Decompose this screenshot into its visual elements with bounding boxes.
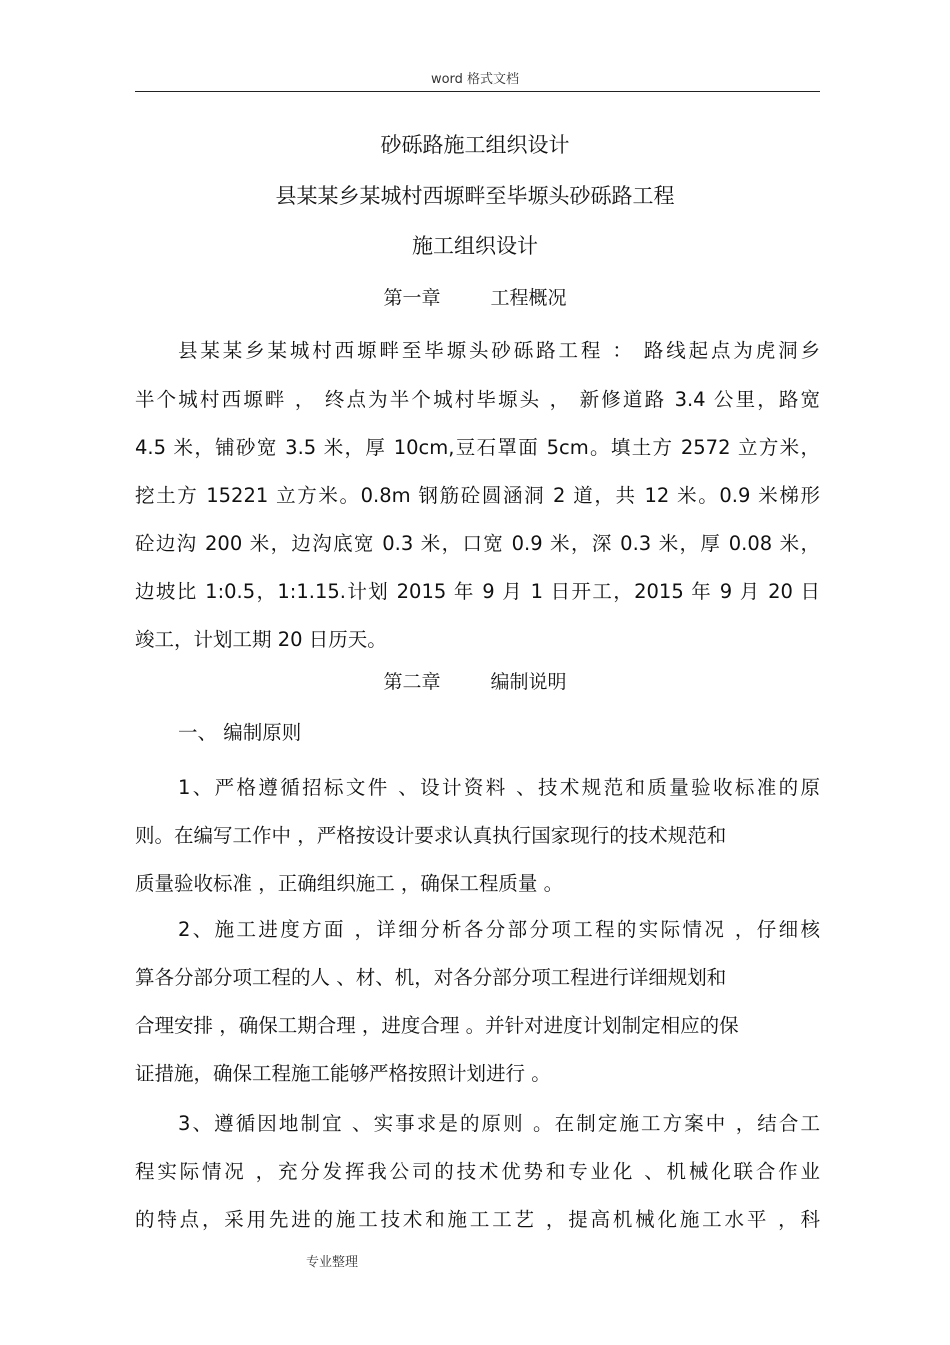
principle-2-line: 合理安排 ，确保工期合理 ，进度合理 。并针对进度计划制定相应的保 <box>135 1014 739 1037</box>
overview-line: 4.5 米，铺砂宽 3.5 米，厚 10cm,豆石罩面 5cm。填土方 2572 立方米， <box>135 436 820 459</box>
header-rule <box>135 91 820 92</box>
chapter-2-heading <box>0 667 950 694</box>
page-header-label: word 格式文档 <box>430 72 520 87</box>
overview-line: 砼边沟 200 米，边沟底宽 0.3 米，口宽 0.9 米，深 0.3 米，厚 0.08 米， <box>135 532 820 555</box>
principle-3-line: 的特点，采用先进的施工技术和施工工艺 ，提高机械化施工水平 ，科 <box>135 1208 820 1231</box>
overview-line: 边坡比 1:0.5，1:1.15.计划 2015 年 9 月 1 日开工，2015 年 9 月 20 日 <box>135 580 820 603</box>
overview-line: 竣工，计划工期 20 日历天。 <box>135 628 387 651</box>
principle-1-line: 则。在编写工作中 ，严格按设计要求认真执行国家现行的技术规范和 <box>135 824 727 847</box>
principle-3-line: 程实际情况 ，充分发挥我公司的技术优势和专业化 、机械化联合作业 <box>135 1160 820 1183</box>
chapter-2-name: 编制说明 <box>490 671 567 693</box>
chapter-1-name: 工程概况 <box>490 287 567 309</box>
principle-3-line: 3、遵循因地制宜 、实事求是的原则 。在制定施工方案中 ，结合工 <box>178 1112 820 1135</box>
principle-2-line: 算各分部分项工程的人 、材、机，对各分部分项工程进行详细规划和 <box>135 966 727 989</box>
chapter-1-heading <box>0 283 950 310</box>
chapter-2-number: 第二章 <box>383 671 441 693</box>
design-subtitle: 施工组织设计 <box>412 234 538 258</box>
document-title: 砂砾路施工组织设计 <box>380 133 570 157</box>
section-1-heading: 一、 编制原则 <box>178 721 302 744</box>
principle-1-line: 1、严格遵循招标文件 、设计资料 、技术规范和质量验收标准的原 <box>178 776 820 799</box>
principle-2-line: 2、施工进度方面 ，详细分析各分部分项工程的实际情况 ，仔细核 <box>178 918 820 941</box>
chapter-1-number: 第一章 <box>383 287 441 309</box>
overview-line: 挖土方 15221 立方米。0.8m 钢筋砼圆涵洞 2 道，共 12 米。0.9 米梯形 <box>135 484 820 507</box>
overview-line: 县某某乡某城村西塬畔至毕塬头砂砾路工程 ： 路线起点为虎洞乡 <box>178 339 820 362</box>
principle-2-line: 证措施，确保工程施工能够严格按照计划进行 。 <box>135 1062 551 1085</box>
project-title: 县某某乡某城村西塬畔至毕塬头砂砾路工程 <box>275 184 675 208</box>
page-footer-label: 专业整理 <box>306 1255 359 1270</box>
principle-1-line: 质量验收标准 ，正确组织施工 ，确保工程质量 。 <box>135 872 564 895</box>
overview-line: 半个城村西塬畔 ， 终点为半个城村毕塬头 ， 新修道路 3.4 公里，路宽 <box>135 388 820 411</box>
